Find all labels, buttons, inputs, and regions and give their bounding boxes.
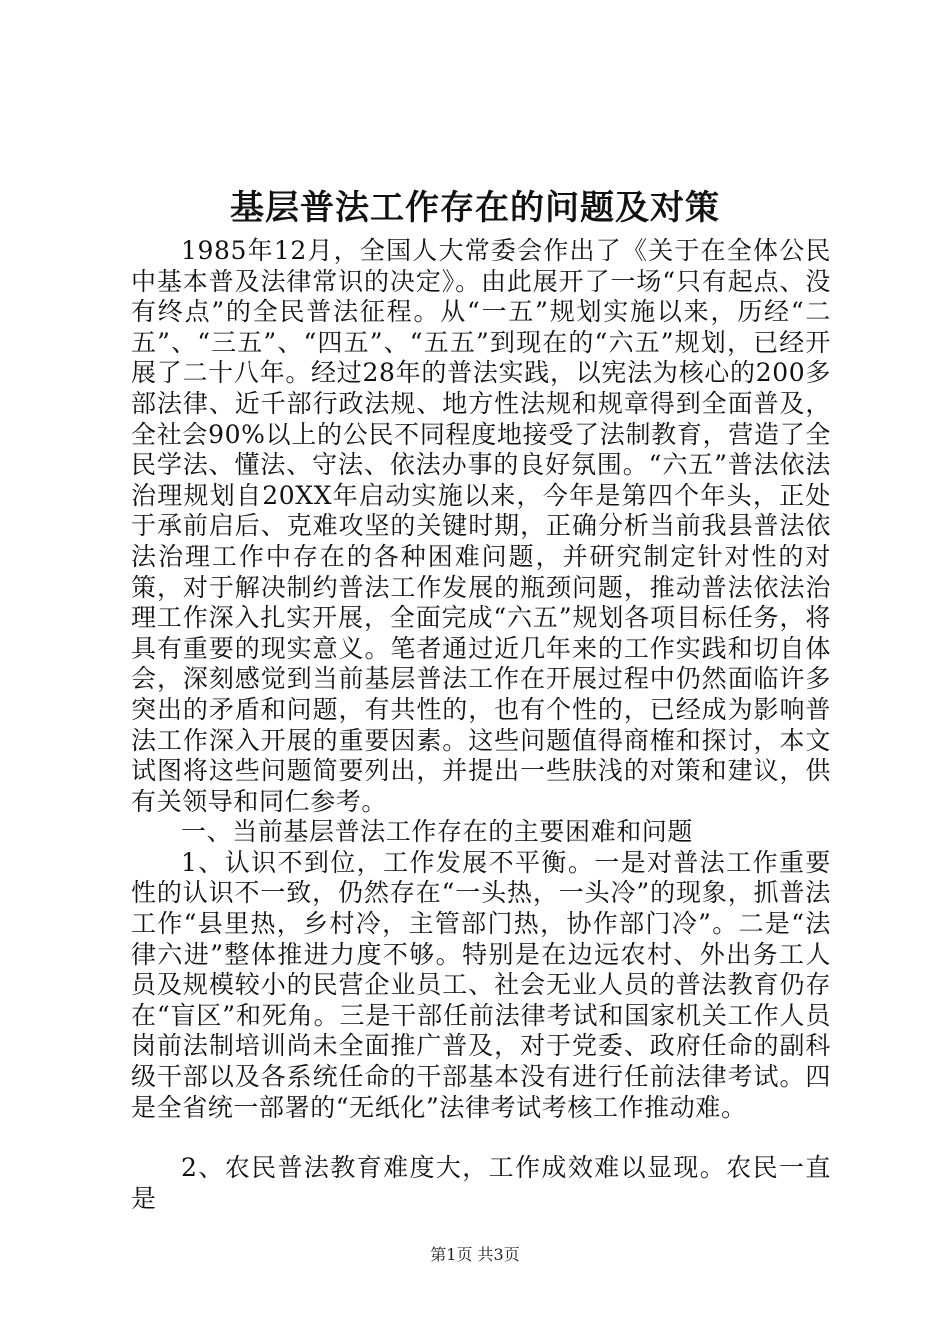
section-heading-problems: 一、当前基层普法工作存在的主要困难和问题 (181, 817, 694, 847)
document-body (131, 236, 831, 1214)
page-footer: 第1页 共3页 (430, 1245, 520, 1264)
paragraph-problem-2: 2、农民普法教育难度大，工作成效难以显现。农民一直是 (131, 1153, 831, 1213)
document-title: 基层普法工作存在的问题及对策 (230, 188, 720, 228)
paragraph-problem-1: 1、认识不到位，工作发展不平衡。一是对普法工作重要性的认识不一致，仍然存在“一头热，一头冷”的现象，抓普法工作“县里热，乡村冷，主管部门热，协作部门冷”。二是“法律六进”整体推进力度不够。特别是在边远农村、外出务工人员及规模较小的民营企业员工、社会无业人员的普法教育仍存在“盲区”和死角。三是干部任前法律考试和国家机关工作人员岗前法制培训尚未全面推广普及，对于党委、政府任命的副科级干部以及各系统任命的干部基本没有进行任前法律考试。四是全省统一部署的“无纸化”法律考试考核工作推动难。 (131, 847, 831, 1122)
paragraph-intro: 1985年12月，全国人大常委会作出了《关于在全体公民中基本普及法律常识的决定》。由此展开了一场“只有起点、没有终点”的全民普法征程。从“一五”规划实施以来，历经“二五”、“三五”、“四五”、“五五”到现在的“六五”规划，已经开展了二十八年。经过28年的普法实践，以宪法为核心的200多部法律、近千部行政法规、地方性法规和规章得到全面普及，全社会90%以上的公民不同程度地接受了法制教育，营造了全民学法、懂法、守法、依法办事的良好氛围。“六五”普法依法治理规划自20XX年启动实施以来，今年是第四个年头，正处于承前启后、克难攻坚的关键时期，正确分析当前我县普法依法治理工作中存在的各种困难问题，并研究制定针对性的对策，对于解决制约普法工作发展的瓶颈问题，推动普法依法治理工作深入扎实开展，全面完成“六五”规划各项目标任务，将具有重要的现实意义。笔者通过近几年来的工作实践和切自体会，深刻感觉到当前基层普法工作在开展过程中仍然面临许多突出的矛盾和问题，有共性的，也有个性的，已经成为影响普法工作深入开展的重要因素。这些问题值得商榷和探讨，本文试图将这些问题简要列出，并提出一些肤浅的对策和建议，供有关领导和同仁参考。 (131, 236, 831, 816)
